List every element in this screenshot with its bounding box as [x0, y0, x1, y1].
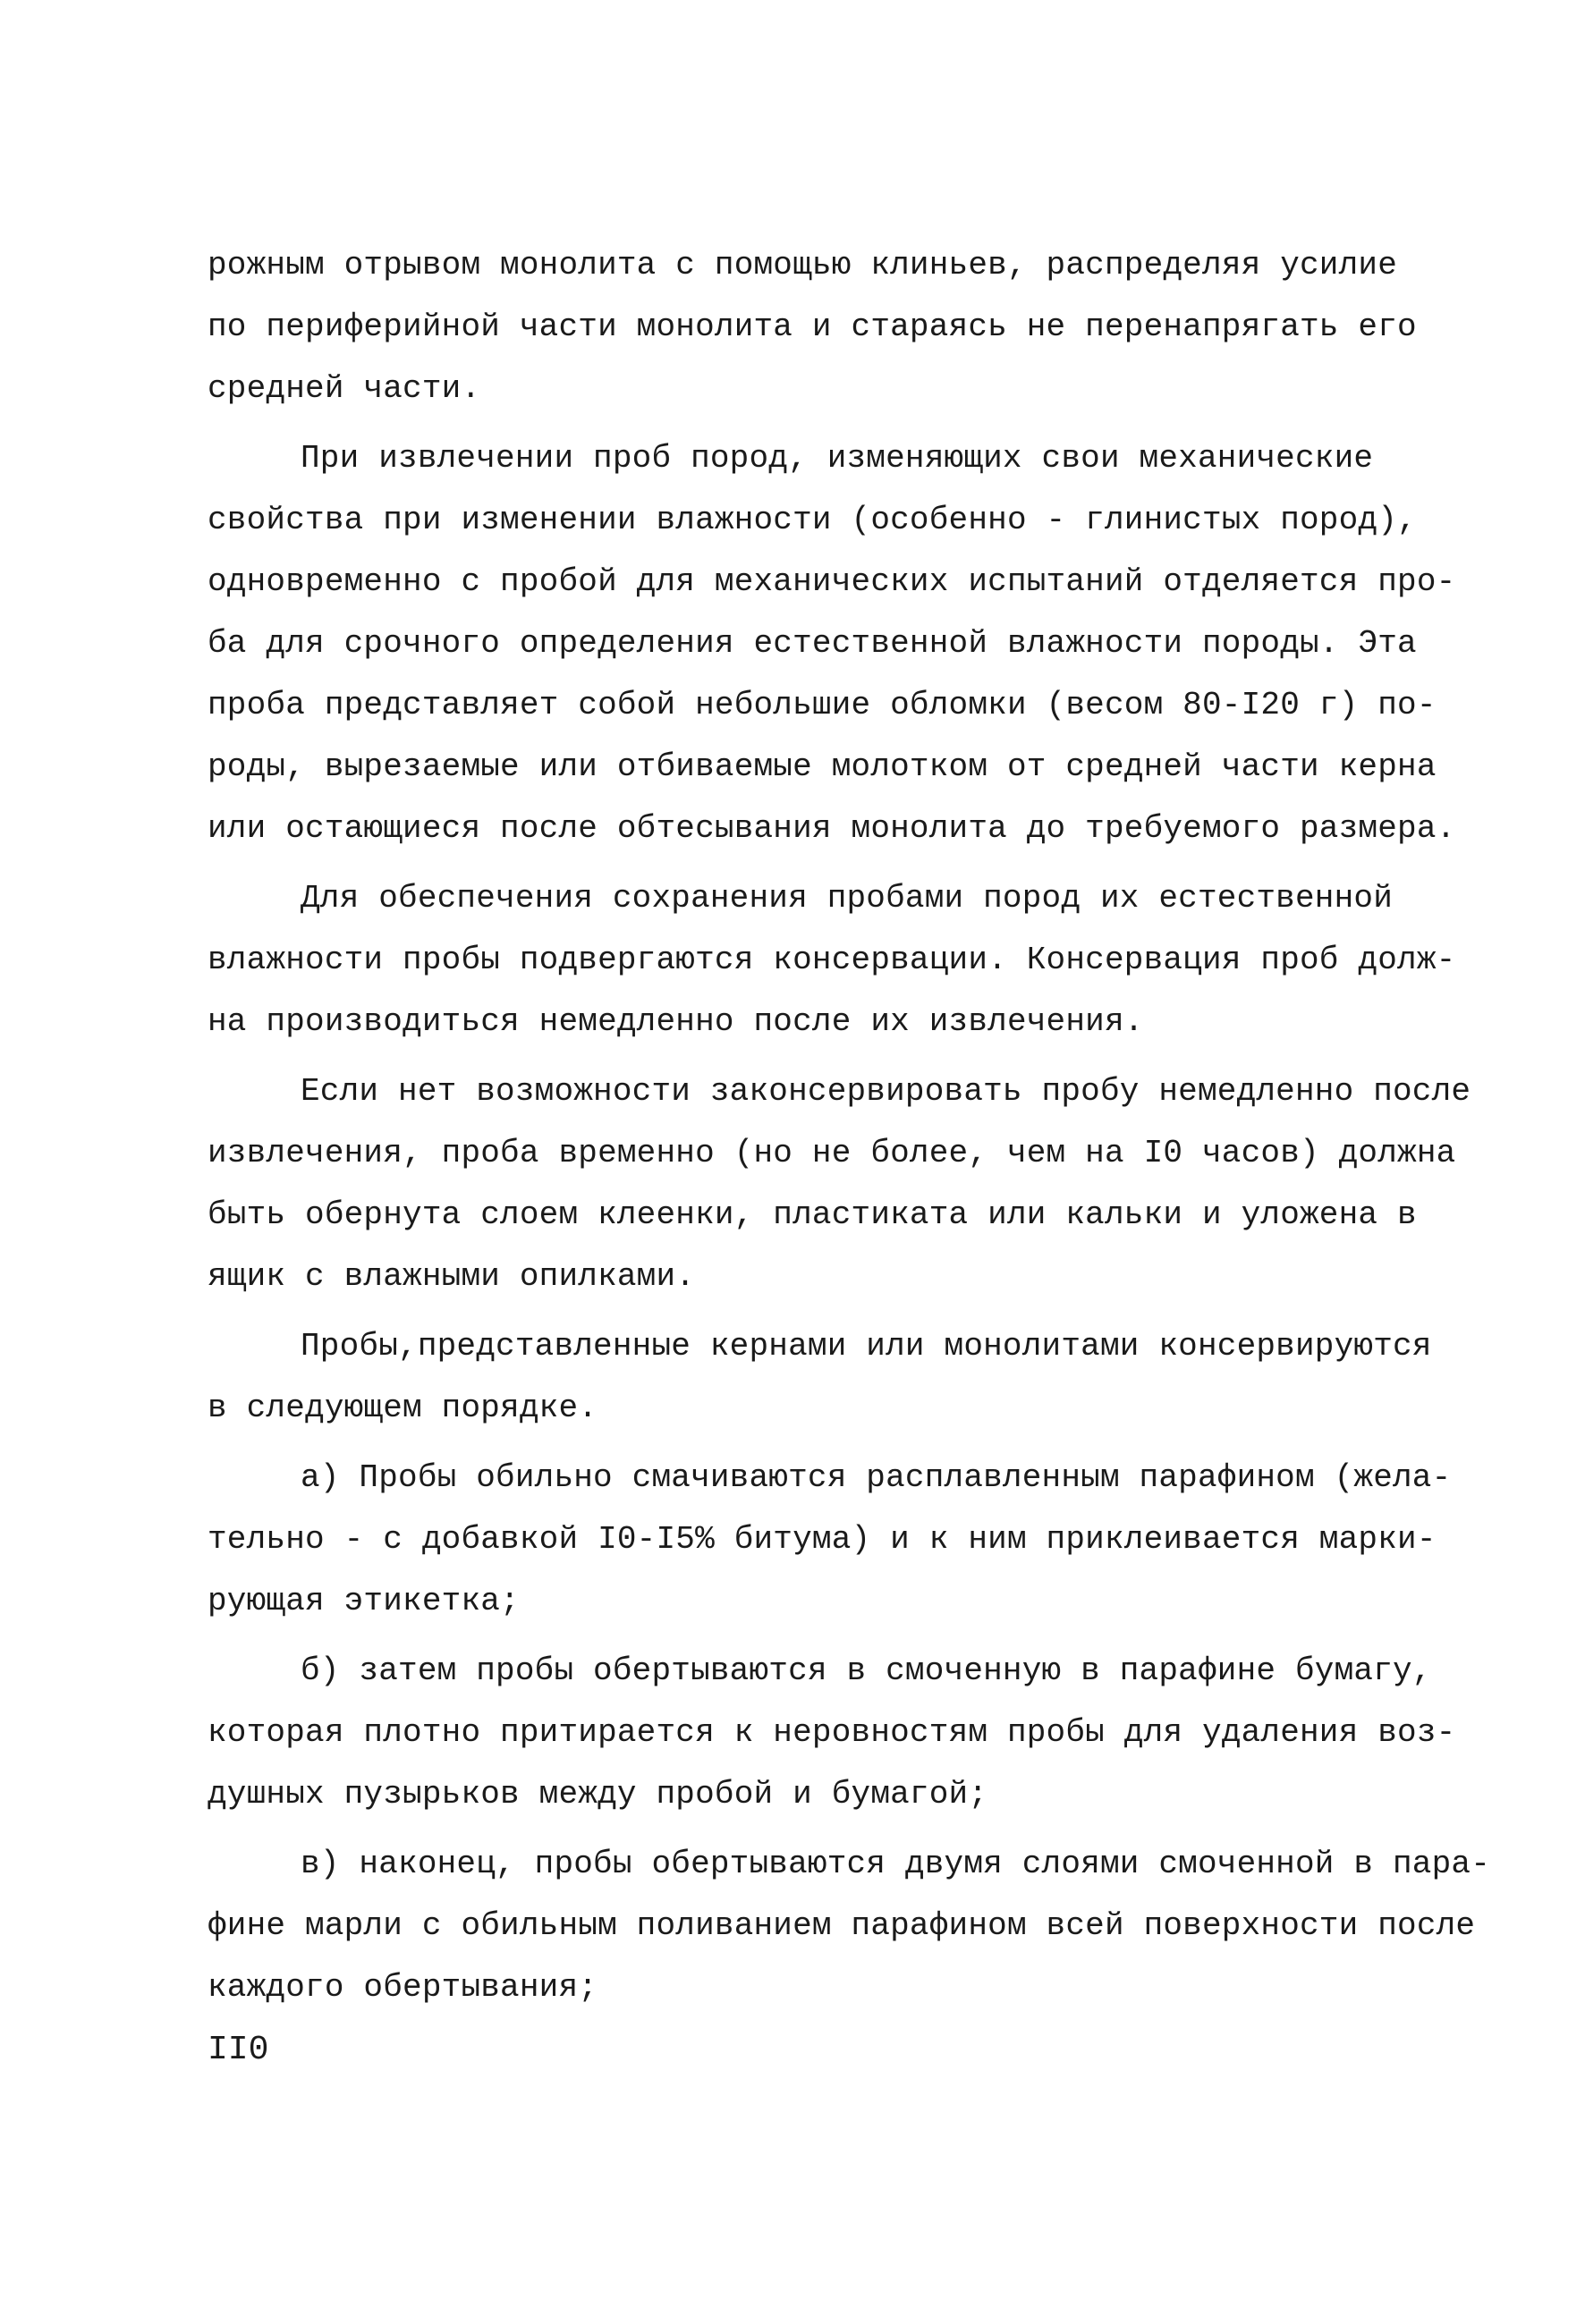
text-line: влажности пробы подвергаются консервации. Консервация проб долж- [208, 942, 1456, 978]
text-line: в следующем порядке. [208, 1390, 598, 1426]
text-line: Если нет возможности законсервировать пробу немедленно после [301, 1073, 1471, 1110]
text-line: быть обернута слоем клеенки, пластиката или кальки и уложена в [208, 1196, 1417, 1233]
text-line: на производиться немедленно после их извлечения. [208, 1003, 1144, 1040]
text-line: ящик с влажными опилками. [208, 1258, 696, 1295]
text-line: по периферийной части монолита и стараясь не перенапрягать его [208, 308, 1417, 345]
list-item-a [208, 1447, 1452, 1632]
paragraph-4 [208, 1061, 1471, 1307]
text-line: Пробы,представленные кернами или монолитами консервируются [301, 1328, 1432, 1365]
text-line: одновременно с пробой для механических испытаний отделяется про- [208, 563, 1456, 600]
text-line: свойства при изменении влажности (особенно - глинистых пород), [208, 502, 1417, 538]
text-line: душных пузырьков между пробой и бумагой; [208, 1776, 988, 1813]
paragraph-1 [208, 234, 1433, 419]
text-line: рожным отрывом монолита с помощью клиньев, распределяя усилие [208, 247, 1398, 283]
list-item-c [208, 1833, 1491, 2018]
text-line: тельно - с добавкой I0-I5% битума) и к ним приклеивается марки- [208, 1521, 1437, 1558]
list-item-b [208, 1640, 1456, 1825]
paragraph-2 [208, 427, 1456, 859]
text-line: а) Пробы обильно смачиваются расплавленным парафином (жела- [301, 1459, 1452, 1496]
text-line: в) наконец, пробы обертываются двумя слоями смоченной в пара- [301, 1846, 1491, 1882]
text-line: роды, вырезаемые или отбиваемые молотком от средней части керна [208, 748, 1437, 785]
text-line: ба для срочного определения естественной влажности породы. Эта [208, 625, 1417, 662]
text-line: При извлечении проб пород, изменяющих свои механические [301, 440, 1374, 477]
text-line: проба представляет собой небольшие обломки (весом 80-I20 г) по- [208, 687, 1437, 723]
text-line: средней части. [208, 370, 481, 407]
text-line: рующая этикетка; [208, 1583, 520, 1619]
page-number: II0 [208, 2031, 269, 2069]
text-line: б) затем пробы обертываются в смоченную в парафине бумагу, [301, 1652, 1432, 1689]
text-line: каждого обертывания; [208, 1969, 598, 2006]
paragraph-3 [208, 867, 1456, 1052]
text-line: или остающиеся после обтесывания монолита до требуемого размера. [208, 810, 1456, 847]
text-line: извлечения, проба временно (но не более, чем на I0 часов) должна [208, 1135, 1456, 1171]
document-body [208, 234, 1491, 2018]
text-line: фине марли с обильным поливанием парафином всей поверхности после [208, 1907, 1476, 1944]
paragraph-5 [208, 1315, 1433, 1439]
text-line: Для обеспечения сохранения пробами пород их естественной [301, 880, 1393, 917]
text-line: которая плотно притирается к неровностям пробы для удаления воз- [208, 1714, 1456, 1751]
